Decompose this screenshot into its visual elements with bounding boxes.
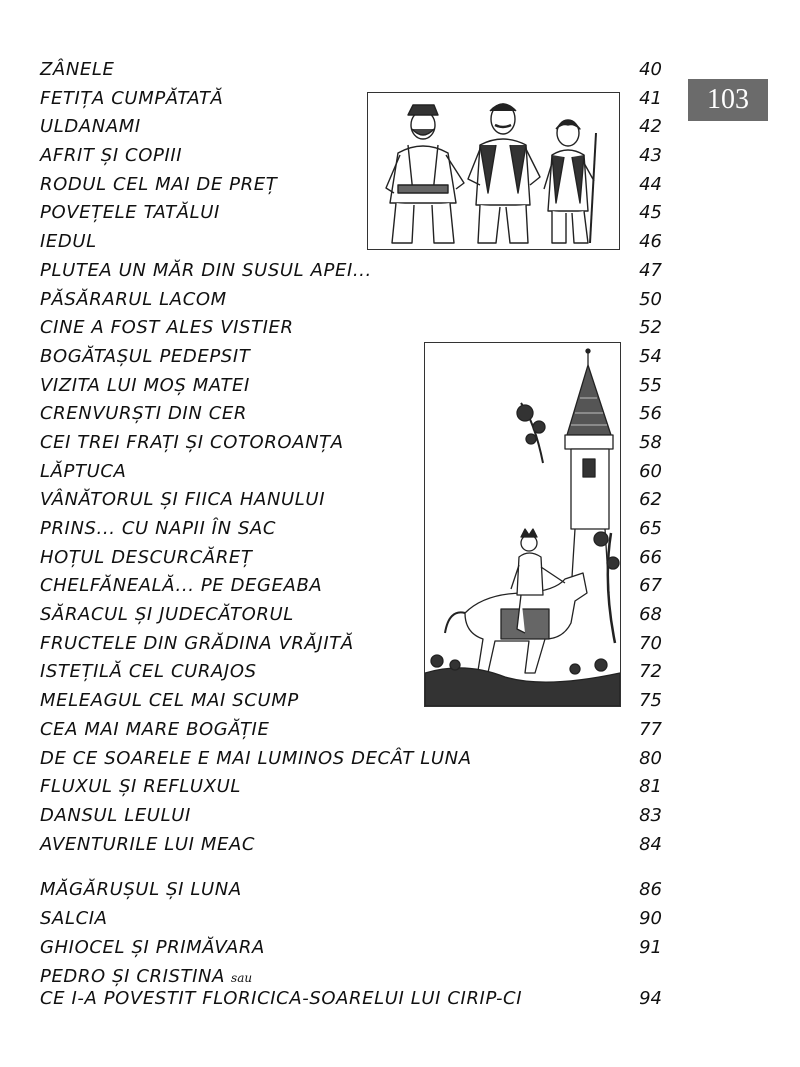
toc-entry-page: 45: [639, 202, 662, 224]
toc-entry-title: ZÂNELE: [40, 59, 115, 80]
toc-entry-page: 44: [639, 173, 662, 195]
toc-entry: [40, 286, 662, 315]
toc-entry-title: PĂSĂRARUL LACOM: [40, 288, 227, 310]
toc-entry-title: PEDRO ȘI CRISTINA: [40, 966, 226, 988]
toc-entry-title: MĂGĂRUȘUL ȘI LUNA: [40, 879, 242, 901]
toc-entry-page: 42: [639, 116, 662, 138]
toc-entry-title: VÂNĂTORUL ȘI FIICA HANULUI: [40, 489, 326, 511]
toc-entry-title: PRINS... CU NAPII ÎN SAC: [40, 518, 277, 539]
toc-entry: [40, 716, 662, 745]
toc-entry-title: FETIȚA CUMPĂTATĂ: [40, 87, 224, 109]
toc-connector: sau: [231, 971, 253, 986]
toc-entry-page: 84: [639, 833, 662, 855]
toc-entry-page: 47: [639, 259, 662, 281]
toc-gap: [40, 859, 662, 876]
toc-entry-title: DANSUL LEULUI: [40, 804, 191, 826]
toc-entry-page: 67: [639, 575, 662, 597]
toc-entry-page: 55: [639, 374, 662, 396]
toc-entry-title: DE CE SOARELE E MAI LUMINOS DECÂT LUNA: [40, 747, 472, 769]
toc-entry-page: 58: [639, 431, 662, 453]
toc-entry-title: SĂRACUL ȘI JUDECĂTORUL: [40, 604, 294, 626]
toc-entry-page: 50: [639, 288, 662, 310]
illustration-tower-rider: [424, 342, 621, 707]
toc-entry-title: MELEAGUL CEL MAI SCUMP: [40, 690, 299, 712]
toc-entry-title: FRUCTELE DIN GRĂDINA VRĂJITĂ: [40, 632, 354, 654]
toc-entry: [40, 934, 662, 963]
toc-entry-title: IEDUL: [40, 231, 97, 253]
toc-entry-page: 56: [639, 403, 662, 425]
toc-entry-title: PLUTEA UN MĂR DIN SUSUL APEI...: [40, 259, 372, 281]
toc-entry-title: VIZITA LUI MOȘ MATEI: [40, 374, 250, 396]
toc-entry: [40, 876, 662, 905]
toc-entry: [40, 905, 662, 934]
toc-entry: [40, 745, 662, 774]
page-number-badge: 103: [688, 79, 768, 121]
toc-entry-title: FLUXUL ȘI REFLUXUL: [40, 776, 242, 798]
toc-entry-title: AVENTURILE LUI MEAC: [40, 833, 256, 855]
toc-entry-page: 66: [639, 546, 662, 568]
toc-entry-last-line2: [40, 985, 662, 1014]
toc-entry-page: 41: [639, 87, 662, 109]
toc-entry-page: 68: [639, 604, 662, 626]
toc-entry-page: 77: [639, 718, 662, 740]
toc-entry-title: ISTEȚILĂ CEL CURAJOS: [40, 661, 257, 683]
toc-entry-title: GHIOCEL ȘI PRIMĂVARA: [40, 936, 265, 958]
toc-entry-page: 81: [639, 776, 662, 798]
toc-entry-title: CE I-A POVESTIT FLORICICA-SOARELUI LUI CIRIP-CI: [40, 988, 523, 1010]
toc-entry-title: CHELFĂNEALĂ... PE DEGEABA: [40, 575, 323, 597]
toc-entry: [40, 56, 662, 85]
toc-entry-page: 52: [639, 317, 662, 339]
toc-entry: [40, 257, 662, 286]
toc-entry-page: 75: [639, 690, 662, 712]
toc-entry-title: HOȚUL DESCURCĂREȚ: [40, 546, 253, 568]
toc-entry-title: CEA MAI MARE BOGĂȚIE: [40, 718, 270, 740]
illustration-three-men: [367, 92, 620, 250]
toc-entry-page: 91: [639, 936, 662, 958]
toc-entry: [40, 831, 662, 860]
toc-entry-page: 72: [639, 661, 662, 683]
toc-entry-title: BOGĂTAȘUL PEDEPSIT: [40, 345, 251, 367]
toc-entry-page: 65: [639, 518, 662, 539]
toc-entry-title: CEI TREI FRAȚI ȘI COTOROANȚA: [40, 431, 344, 453]
toc-entry: [40, 802, 662, 831]
toc-entry: [40, 314, 662, 343]
toc-entry-page: 46: [639, 231, 662, 253]
toc-entry-page: 90: [639, 907, 662, 929]
toc-second-list: [40, 876, 662, 962]
toc-entry: [40, 773, 662, 802]
toc-entry-title: RODUL CEL MAI DE PREȚ: [40, 173, 278, 195]
toc-entry-title: ULDANAMI: [40, 116, 141, 138]
toc-entry-title: CINE A FOST ALES VISTIER: [40, 317, 294, 339]
toc-entry-title: CRENVURȘTI DIN CER: [40, 403, 247, 425]
toc-entry-title: POVEȚELE TATĂLUI: [40, 202, 220, 224]
toc-entry-page: 54: [639, 345, 662, 367]
toc-entry-page: 70: [639, 632, 662, 654]
toc-entry-page: 86: [639, 879, 662, 901]
toc-entry-title: LĂPTUCA: [40, 460, 127, 482]
toc-entry-page: 60: [639, 460, 662, 482]
toc-entry-title: AFRIT ȘI COPIII: [40, 145, 183, 167]
toc-entry-last-line1: [40, 962, 662, 988]
toc-entry-page: 94: [639, 988, 662, 1010]
toc-entry-page: 43: [639, 145, 662, 167]
toc-entry-page: 80: [639, 747, 662, 769]
toc-entry-page: 83: [639, 804, 662, 826]
toc-entry-page: 40: [639, 59, 662, 80]
toc-entry-title: SALCIA: [40, 907, 108, 929]
toc-entry-page: 62: [639, 489, 662, 511]
